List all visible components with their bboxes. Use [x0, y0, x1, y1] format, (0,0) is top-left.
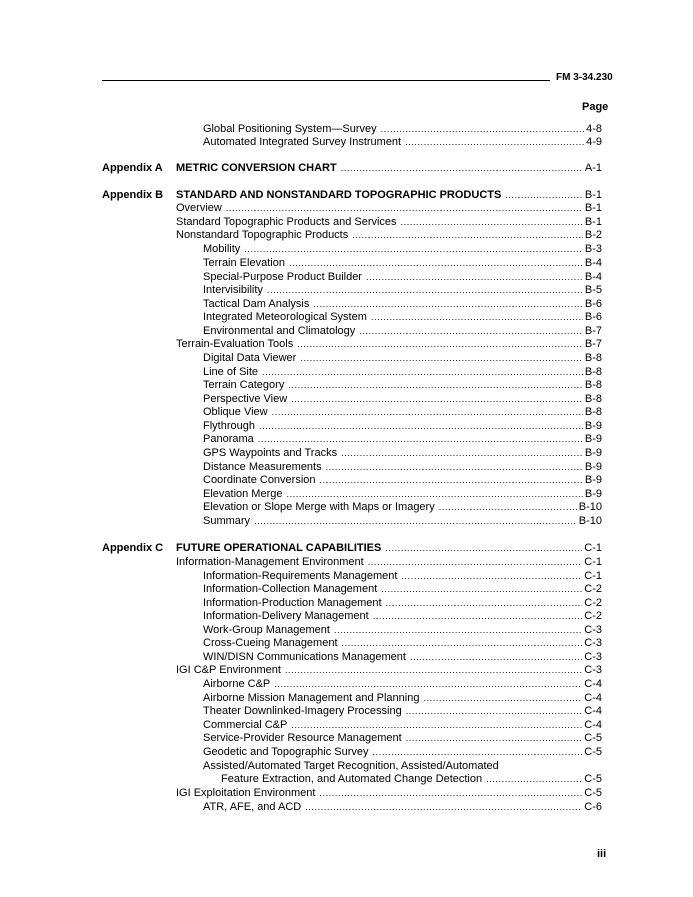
toc-entry[interactable]: [176, 228, 602, 242]
toc-entry-title: Oblique View: [203, 406, 268, 418]
dot-leader: [326, 460, 583, 474]
toc-line: [0, 256, 693, 270]
toc-entry-page-number: B-4: [584, 271, 602, 283]
toc-entry[interactable]: [203, 135, 602, 149]
toc-entry-page-number: C-2: [584, 597, 602, 609]
toc-line: [0, 582, 693, 596]
toc-entry-title: Feature Extraction, and Automated Change Detection: [221, 773, 483, 785]
toc-entry[interactable]: [203, 636, 602, 650]
toc-entry[interactable]: [203, 677, 602, 691]
toc-line: [0, 135, 693, 149]
toc-entry[interactable]: [176, 201, 602, 215]
toc-entry-title: Automated Integrated Survey Instrument: [203, 136, 402, 148]
toc-entry-page-number: 4-9: [586, 136, 602, 148]
toc-entry-title: Theater Downlinked-Imagery Processing: [203, 705, 402, 717]
toc-entry-page-number: B-1: [584, 216, 602, 228]
toc-entry[interactable]: [176, 541, 602, 555]
dot-leader: [259, 419, 583, 433]
toc-entry-title: Perspective View: [203, 393, 288, 405]
toc-entry-title: Terrain-Evaluation Tools: [176, 338, 294, 350]
dot-leader: [439, 500, 577, 514]
toc-entry-page-number: B-7: [584, 325, 602, 337]
toc-entry[interactable]: [176, 663, 602, 677]
dot-leader: [381, 582, 582, 596]
toc-line: [0, 215, 693, 229]
dot-leader: [313, 297, 583, 311]
toc-entry-page-number: B-1: [584, 189, 602, 201]
toc-entry-page-number: C-2: [584, 610, 602, 622]
toc-entry[interactable]: [203, 365, 602, 379]
dot-leader: [342, 636, 583, 650]
toc-entry-page-number: B-2: [584, 229, 602, 241]
toc-line: [0, 432, 693, 446]
toc-entry[interactable]: [203, 731, 602, 745]
toc-entry-title: Intervisibility: [203, 284, 263, 296]
toc-entry-title: Information-Requirements Management: [203, 570, 398, 582]
dot-leader: [254, 514, 577, 528]
toc-entry-title: Terrain Elevation: [203, 257, 285, 269]
toc-entry[interactable]: [203, 324, 602, 338]
toc-line: [0, 188, 693, 202]
toc-line: [0, 310, 693, 324]
toc-line: [0, 677, 693, 691]
toc-entry[interactable]: [203, 405, 602, 419]
toc-entry-page-number: B-8: [584, 406, 602, 418]
toc-entry-title: Mobility: [203, 243, 241, 255]
dot-leader: [341, 446, 583, 460]
toc-entry-page-number: C-1: [584, 556, 602, 568]
toc-entry[interactable]: [203, 759, 602, 773]
dot-leader: [262, 365, 583, 379]
toc-entry-page-number: B-1: [584, 202, 602, 214]
toc-entry[interactable]: [203, 432, 602, 446]
toc-line: [0, 609, 693, 623]
toc-entry-title: Coordinate Conversion: [203, 474, 316, 486]
toc-entry-page-number: B-10: [578, 515, 602, 527]
toc-entry-title: Standard Topographic Products and Services: [176, 216, 397, 228]
toc-line: [0, 283, 693, 297]
dot-leader: [401, 569, 582, 583]
toc-entry-page-number: B-7: [584, 338, 602, 350]
toc-entry-page-number: C-3: [584, 624, 602, 636]
toc-entry-page-number: B-10: [578, 501, 602, 513]
toc-line: [0, 786, 693, 800]
toc-entry[interactable]: [203, 582, 602, 596]
toc-entry[interactable]: [203, 487, 602, 501]
toc-entry-page-number: C-3: [584, 637, 602, 649]
toc-entry-page-number: B-9: [584, 474, 602, 486]
toc-entry[interactable]: [176, 786, 602, 800]
toc-line: [0, 745, 693, 759]
toc-entry[interactable]: [203, 392, 602, 406]
toc-entry[interactable]: [176, 215, 602, 229]
dot-leader: [297, 337, 583, 351]
toc-entry[interactable]: [203, 256, 602, 270]
toc-entry-title: Environmental and Climatology: [203, 325, 356, 337]
toc-entry-page-number: B-6: [584, 298, 602, 310]
toc-entry-title: Airborne Mission Management and Planning: [203, 692, 420, 704]
toc-line: [0, 596, 693, 610]
toc-entry[interactable]: [203, 609, 602, 623]
dot-leader: [373, 745, 583, 759]
toc-entry-page-number: B-3: [584, 243, 602, 255]
toc-entry-page-number: C-5: [584, 746, 602, 758]
toc-line: [0, 718, 693, 732]
toc-entry-page-number: B-9: [584, 420, 602, 432]
toc-entry-title: Assisted/Automated Target Recognition, Assisted/Automated: [203, 760, 499, 772]
toc-line: [0, 636, 693, 650]
toc-entry[interactable]: [221, 772, 602, 786]
toc-line: [0, 663, 693, 677]
toc-line: [0, 759, 693, 773]
toc-line: [0, 772, 693, 786]
toc-entry-title: Elevation Merge: [203, 488, 283, 500]
toc-entry-page-number: B-9: [584, 433, 602, 445]
dot-leader: [371, 310, 583, 324]
toc-line: [0, 446, 693, 460]
toc-entry[interactable]: [203, 569, 602, 583]
toc-entry[interactable]: [203, 283, 602, 297]
toc-entry-page-number: C-5: [584, 787, 602, 799]
toc-entry[interactable]: [203, 460, 602, 474]
dot-leader: [291, 392, 583, 406]
toc-entry[interactable]: [203, 473, 602, 487]
toc-entry-title: Special-Purpose Product Builder: [203, 271, 362, 283]
toc-entry[interactable]: [176, 337, 602, 351]
toc-line: [0, 704, 693, 718]
toc-entry-title: Work-Group Management: [203, 624, 330, 636]
toc-line: [0, 161, 693, 175]
dot-leader: [373, 609, 583, 623]
toc-entry-title: Information-Collection Management: [203, 583, 378, 595]
toc-entry[interactable]: [176, 555, 602, 569]
toc-entry-page-number: C-4: [584, 719, 602, 731]
toc-entry-title: Information-Delivery Management: [203, 610, 369, 622]
toc-line: [0, 541, 693, 555]
toc-line: [0, 270, 693, 284]
toc-entry-title: Line of Site: [203, 366, 259, 378]
dot-leader: [385, 541, 582, 555]
toc-entry[interactable]: [203, 446, 602, 460]
toc-entry[interactable]: [203, 596, 602, 610]
dot-leader: [381, 122, 584, 136]
dot-leader: [291, 718, 582, 732]
toc-entry-title: Cross-Cueing Management: [203, 637, 338, 649]
toc-entry-page-number: B-9: [584, 447, 602, 459]
toc-entry[interactable]: [203, 378, 602, 392]
dot-leader: [285, 663, 582, 677]
document-number: FM 3-34.230: [556, 72, 613, 83]
toc-line: [0, 800, 693, 814]
toc-line: [0, 122, 693, 136]
toc-entry-title: IGI Exploitation Environment: [176, 787, 316, 799]
toc-line: [0, 650, 693, 664]
dot-leader: [368, 555, 583, 569]
toc-entry-page-number: B-8: [584, 379, 602, 391]
dot-leader: [267, 283, 583, 297]
toc-line: [0, 337, 693, 351]
toc-entry-page-number: 4-8: [586, 123, 602, 135]
toc-entry-page-number: C-3: [584, 651, 602, 663]
toc-entry-title: Information-Management Environment: [176, 556, 364, 568]
toc-entry-page-number: C-4: [584, 692, 602, 704]
toc-entry-title: Summary: [203, 515, 251, 527]
dot-leader: [272, 405, 583, 419]
toc-line: [0, 351, 693, 365]
dot-leader: [386, 596, 583, 610]
dot-leader: [305, 800, 582, 814]
page-column-heading: Page: [582, 101, 609, 113]
toc-entry[interactable]: [176, 161, 602, 175]
appendix-label: Appendix A: [102, 162, 163, 174]
toc-entry-title: WIN/DISN Communications Management: [203, 651, 406, 663]
toc-line: [0, 324, 693, 338]
dot-leader: [410, 650, 582, 664]
page-folio: iii: [597, 848, 607, 860]
toc-entry-title: Digital Data Viewer: [203, 352, 297, 364]
dot-leader: [274, 677, 582, 691]
toc-entry-page-number: A-1: [584, 162, 602, 174]
dot-leader: [258, 432, 583, 446]
dot-leader: [359, 324, 583, 338]
toc-entry[interactable]: [203, 745, 602, 759]
toc-entry[interactable]: [203, 704, 602, 718]
toc-entry[interactable]: [203, 419, 602, 433]
toc-entry[interactable]: [203, 297, 602, 311]
dot-leader: [401, 215, 583, 229]
toc-entry-title: Terrain Category: [203, 379, 285, 391]
toc-entry-title: Airborne C&P: [203, 678, 271, 690]
toc-line: [0, 691, 693, 705]
toc-entry-title: GPS Waypoints and Tracks: [203, 447, 338, 459]
toc-entry-title: Nonstandard Topographic Products: [176, 229, 349, 241]
toc-entry-page-number: C-1: [584, 542, 602, 554]
toc-entry[interactable]: [203, 650, 602, 664]
toc-entry-page-number: C-5: [584, 773, 602, 785]
toc-line: [0, 487, 693, 501]
dot-leader: [423, 691, 582, 705]
toc-entry-title: STANDARD AND NONSTANDARD TOPOGRAPHIC PRODUCTS: [176, 189, 502, 201]
toc-entry-page-number: C-3: [584, 664, 602, 676]
toc-entry-page-number: C-1: [584, 570, 602, 582]
dot-leader: [300, 351, 583, 365]
toc-entry-title: Global Positioning System—Survey: [203, 123, 377, 135]
toc-entry[interactable]: [203, 718, 602, 732]
toc-line: [0, 365, 693, 379]
toc-entry-title: METRIC CONVERSION CHART: [176, 162, 337, 174]
toc-entry-page-number: C-5: [584, 732, 602, 744]
toc-entry-title: IGI C&P Environment: [176, 664, 281, 676]
toc-entry-title: Panorama: [203, 433, 254, 445]
toc-entry-page-number: C-4: [584, 678, 602, 690]
toc-line: [0, 201, 693, 215]
toc-entry[interactable]: [203, 691, 602, 705]
dot-leader: [334, 623, 582, 637]
toc-entry[interactable]: [203, 122, 602, 136]
toc-line: [0, 242, 693, 256]
toc-entry[interactable]: [203, 623, 602, 637]
toc-line: [0, 460, 693, 474]
toc-entry-page-number: B-9: [584, 488, 602, 500]
dot-leader: [288, 378, 583, 392]
dot-leader: [319, 786, 582, 800]
toc-entry-title: Overview: [176, 202, 222, 214]
dot-leader: [226, 201, 583, 215]
toc-line: [0, 473, 693, 487]
toc-entry[interactable]: [203, 310, 602, 324]
toc-entry-page-number: B-8: [584, 393, 602, 405]
toc-entry-page-number: B-6: [584, 311, 602, 323]
toc-entry-title: Service-Provider Resource Management: [203, 732, 402, 744]
toc-entry[interactable]: [203, 351, 602, 365]
dot-leader: [352, 228, 583, 242]
header-rule: [102, 80, 550, 81]
toc-line: [0, 569, 693, 583]
dot-leader: [289, 256, 583, 270]
toc-entry-page-number: B-8: [584, 366, 602, 378]
toc-line: [0, 514, 693, 528]
toc-entry-title: Integrated Meteorological System: [203, 311, 367, 323]
toc-entry-title: Commercial C&P: [203, 719, 288, 731]
toc-entry-page-number: B-8: [584, 352, 602, 364]
toc-entry-title: Geodetic and Topographic Survey: [203, 746, 369, 758]
toc-entry-title: Tactical Dam Analysis: [203, 298, 310, 310]
appendix-label: Appendix B: [102, 189, 164, 201]
toc-entry-title: ATR, AFE, and ACD: [203, 801, 302, 813]
appendix-label: Appendix C: [102, 542, 164, 554]
toc-entry[interactable]: [203, 242, 602, 256]
toc-entry-page-number: B-9: [584, 461, 602, 473]
dot-leader: [406, 704, 583, 718]
dot-leader: [505, 188, 583, 202]
toc-entry-title: FUTURE OPERATIONAL CAPABILITIES: [176, 542, 382, 554]
toc-line: [0, 228, 693, 242]
toc-line: [0, 297, 693, 311]
dot-leader: [486, 772, 582, 786]
toc-entry[interactable]: [203, 800, 602, 814]
dot-leader: [341, 161, 583, 175]
toc-line: [0, 405, 693, 419]
toc-entry-page-number: C-2: [584, 583, 602, 595]
toc-entry-page-number: C-6: [584, 801, 602, 813]
toc-entry-title: Distance Measurements: [203, 461, 322, 473]
toc-entry-page-number: B-4: [584, 257, 602, 269]
toc-line: [0, 623, 693, 637]
toc-line: [0, 731, 693, 745]
dot-leader: [244, 242, 583, 256]
toc-entry-title: Elevation or Slope Merge with Maps or Imagery: [203, 501, 435, 513]
toc-entry[interactable]: [176, 188, 602, 202]
dot-leader: [287, 487, 583, 501]
toc-entry[interactable]: [203, 514, 602, 528]
toc-entry[interactable]: [203, 500, 602, 514]
toc-entry-page-number: B-5: [584, 284, 602, 296]
toc-entry-title: Information-Production Management: [203, 597, 382, 609]
toc-entry[interactable]: [203, 270, 602, 284]
dot-leader: [320, 473, 583, 487]
toc-entry-page-number: C-4: [584, 705, 602, 717]
toc-entry-title: Flythrough: [203, 420, 255, 432]
toc-line: [0, 392, 693, 406]
toc-line: [0, 500, 693, 514]
dot-leader: [366, 270, 583, 284]
dot-leader: [406, 731, 583, 745]
dot-leader: [405, 135, 584, 149]
toc-line: [0, 555, 693, 569]
toc-line: [0, 419, 693, 433]
toc-line: [0, 378, 693, 392]
